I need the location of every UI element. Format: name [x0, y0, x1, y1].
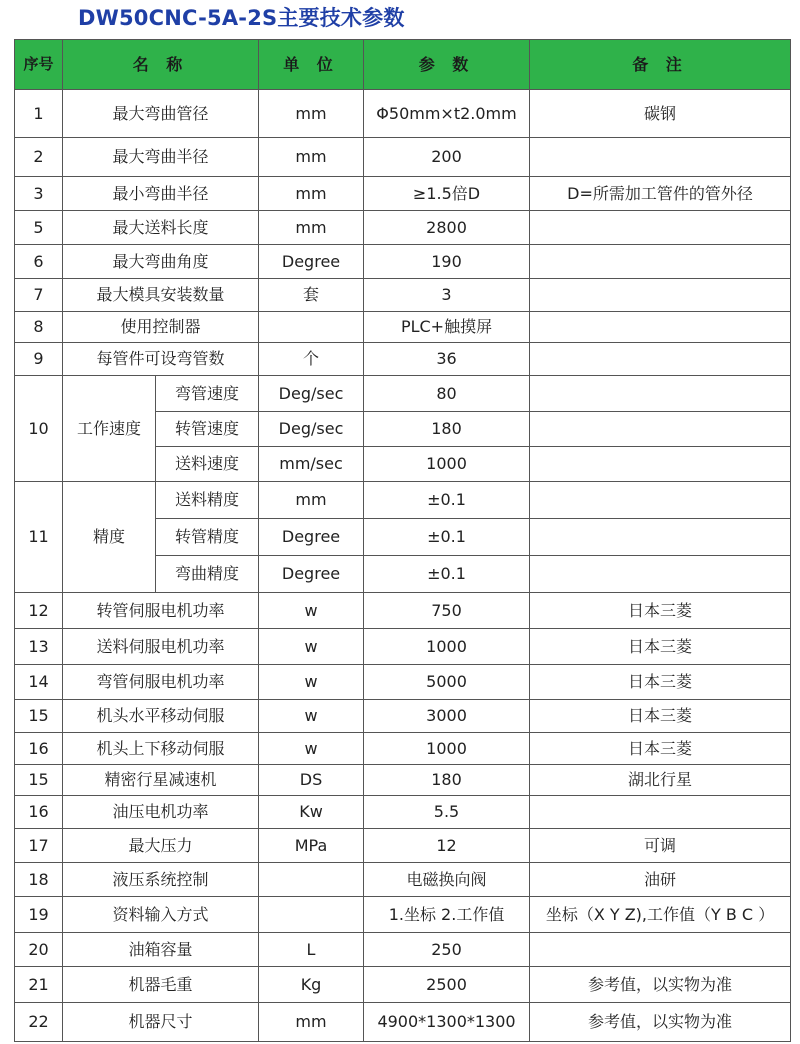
table-row: [15, 177, 791, 211]
sub-param-name: 弯管速度: [156, 376, 259, 412]
param-name: 最小弯曲半径: [63, 177, 259, 211]
param-name: 最大送料长度: [63, 211, 259, 245]
header-param: 参 数: [364, 40, 530, 90]
param-remark: [530, 519, 791, 556]
param-value: 电磁换向阀: [364, 863, 530, 897]
param-remark: [530, 376, 791, 412]
param-value: ±0.1: [364, 482, 530, 519]
param-value: 4900*1300*1300: [364, 1003, 530, 1042]
param-unit: Deg/sec: [259, 412, 364, 447]
param-name: 机器尺寸: [63, 1003, 259, 1042]
table-row: [15, 796, 791, 829]
table-row: [15, 211, 791, 245]
param-unit: Degree: [259, 245, 364, 279]
param-unit: [259, 897, 364, 933]
param-unit: w: [259, 665, 364, 700]
sub-param-name: 转管精度: [156, 519, 259, 556]
param-remark: [530, 933, 791, 967]
param-name: 机头水平移动伺服: [63, 700, 259, 733]
table-row: [15, 138, 791, 177]
param-unit: 套: [259, 279, 364, 312]
param-unit: w: [259, 629, 364, 665]
table-row: [15, 863, 791, 897]
param-remark: 参考值，以实物为准: [530, 1003, 791, 1042]
param-remark: 参考值，以实物为准: [530, 967, 791, 1003]
param-name: 最大弯曲管径: [63, 90, 259, 138]
param-unit: Deg/sec: [259, 376, 364, 412]
header-name: 名 称: [63, 40, 259, 90]
param-remark: 可调: [530, 829, 791, 863]
param-name: 资料输入方式: [63, 897, 259, 933]
sub-param-name: 送料速度: [156, 447, 259, 482]
param-remark: [530, 412, 791, 447]
param-name: 送料伺服电机功率: [63, 629, 259, 665]
spec-table: [14, 39, 791, 1042]
table-row: [15, 629, 791, 665]
row-number: 18: [15, 863, 63, 897]
param-value: 5.5: [364, 796, 530, 829]
param-remark: 湖北行星: [530, 765, 791, 796]
sub-param-name: 送料精度: [156, 482, 259, 519]
param-unit: mm: [259, 1003, 364, 1042]
param-remark: [530, 796, 791, 829]
param-unit: MPa: [259, 829, 364, 863]
param-unit: Degree: [259, 556, 364, 593]
param-unit: 个: [259, 343, 364, 376]
table-row: [15, 700, 791, 733]
row-number: 14: [15, 665, 63, 700]
param-name: 机头上下移动伺服: [63, 733, 259, 765]
group-name: 精度: [63, 482, 156, 593]
param-value: 1000: [364, 447, 530, 482]
param-name: 转管伺服电机功率: [63, 593, 259, 629]
header-unit: 单 位: [259, 40, 364, 90]
param-value: 180: [364, 765, 530, 796]
param-name: 使用控制器: [63, 312, 259, 343]
param-name: 最大模具安装数量: [63, 279, 259, 312]
param-unit: Kg: [259, 967, 364, 1003]
param-value: 1.坐标 2.工作值: [364, 897, 530, 933]
param-remark: 油研: [530, 863, 791, 897]
param-remark: 日本三菱: [530, 700, 791, 733]
row-number: 6: [15, 245, 63, 279]
param-value: 180: [364, 412, 530, 447]
table-row: [15, 343, 791, 376]
param-value: 80: [364, 376, 530, 412]
param-remark: [530, 482, 791, 519]
param-unit: [259, 312, 364, 343]
row-number: 3: [15, 177, 63, 211]
row-number: 17: [15, 829, 63, 863]
row-number: 13: [15, 629, 63, 665]
param-value: ≥1.5倍D: [364, 177, 530, 211]
param-unit: Degree: [259, 519, 364, 556]
table-row: [15, 376, 791, 412]
param-name: 最大弯曲角度: [63, 245, 259, 279]
table-row: [15, 593, 791, 629]
table-row: [15, 897, 791, 933]
param-value: 5000: [364, 665, 530, 700]
param-value: ±0.1: [364, 556, 530, 593]
param-unit: w: [259, 733, 364, 765]
row-number: 16: [15, 733, 63, 765]
param-remark: D=所需加工管件的管外径: [530, 177, 791, 211]
table-row: [15, 279, 791, 312]
table-row: [15, 967, 791, 1003]
sub-param-name: 弯曲精度: [156, 556, 259, 593]
param-remark: 日本三菱: [530, 733, 791, 765]
param-name: 最大压力: [63, 829, 259, 863]
param-value: 1000: [364, 733, 530, 765]
param-remark: [530, 556, 791, 593]
param-value: 36: [364, 343, 530, 376]
param-remark: [530, 447, 791, 482]
param-value: 2800: [364, 211, 530, 245]
row-number: 11: [15, 482, 63, 593]
table-row: [15, 765, 791, 796]
param-name: 每管件可设弯管数: [63, 343, 259, 376]
table-row: [15, 312, 791, 343]
param-remark: 日本三菱: [530, 629, 791, 665]
param-name: 油压电机功率: [63, 796, 259, 829]
param-value: 750: [364, 593, 530, 629]
header-remark: 备 注: [530, 40, 791, 90]
row-number: 8: [15, 312, 63, 343]
table-row: [15, 245, 791, 279]
param-name: 液压系统控制: [63, 863, 259, 897]
table-row: [15, 90, 791, 138]
param-unit: DS: [259, 765, 364, 796]
param-remark: 碳钢: [530, 90, 791, 138]
param-value: 1000: [364, 629, 530, 665]
row-number: 9: [15, 343, 63, 376]
group-name: 工作速度: [63, 376, 156, 482]
param-remark: [530, 138, 791, 177]
param-unit: w: [259, 700, 364, 733]
row-number: 19: [15, 897, 63, 933]
param-value: 12: [364, 829, 530, 863]
param-name: 机器毛重: [63, 967, 259, 1003]
param-remark: [530, 312, 791, 343]
param-name: 油箱容量: [63, 933, 259, 967]
param-value: 250: [364, 933, 530, 967]
row-number: 22: [15, 1003, 63, 1042]
row-number: 1: [15, 90, 63, 138]
row-number: 2: [15, 138, 63, 177]
param-unit: Kw: [259, 796, 364, 829]
param-value: 190: [364, 245, 530, 279]
table-row: [15, 482, 791, 519]
param-name: 弯管伺服电机功率: [63, 665, 259, 700]
row-number: 15: [15, 765, 63, 796]
table-row: [15, 1003, 791, 1042]
param-value: Φ50mm×t2.0mm: [364, 90, 530, 138]
param-remark: 日本三菱: [530, 593, 791, 629]
param-unit: [259, 863, 364, 897]
param-value: 3000: [364, 700, 530, 733]
header-row: [15, 40, 791, 90]
param-remark: [530, 245, 791, 279]
param-remark: 坐标（X Y Z),工作值（Y B C ）: [530, 897, 791, 933]
page-title: DW50CNC-5A-2S主要技术参数: [78, 6, 405, 30]
table-row: [15, 665, 791, 700]
param-value: ±0.1: [364, 519, 530, 556]
param-unit: mm: [259, 482, 364, 519]
row-number: 12: [15, 593, 63, 629]
param-unit: mm: [259, 211, 364, 245]
row-number: 7: [15, 279, 63, 312]
param-remark: [530, 279, 791, 312]
param-remark: 日本三菱: [530, 665, 791, 700]
row-number: 10: [15, 376, 63, 482]
row-number: 16: [15, 796, 63, 829]
row-number: 5: [15, 211, 63, 245]
param-value: PLC+触摸屏: [364, 312, 530, 343]
param-unit: mm: [259, 177, 364, 211]
param-unit: L: [259, 933, 364, 967]
row-number: 21: [15, 967, 63, 1003]
param-value: 2500: [364, 967, 530, 1003]
header-seq: 序号: [15, 40, 63, 90]
param-name: 精密行星减速机: [63, 765, 259, 796]
param-name: 最大弯曲半径: [63, 138, 259, 177]
param-value: 200: [364, 138, 530, 177]
sub-param-name: 转管速度: [156, 412, 259, 447]
row-number: 15: [15, 700, 63, 733]
row-number: 20: [15, 933, 63, 967]
param-unit: mm/sec: [259, 447, 364, 482]
param-unit: mm: [259, 90, 364, 138]
param-value: 3: [364, 279, 530, 312]
table-row: [15, 733, 791, 765]
table-row: [15, 933, 791, 967]
param-unit: mm: [259, 138, 364, 177]
param-remark: [530, 343, 791, 376]
table-row: [15, 829, 791, 863]
param-remark: [530, 211, 791, 245]
param-unit: w: [259, 593, 364, 629]
